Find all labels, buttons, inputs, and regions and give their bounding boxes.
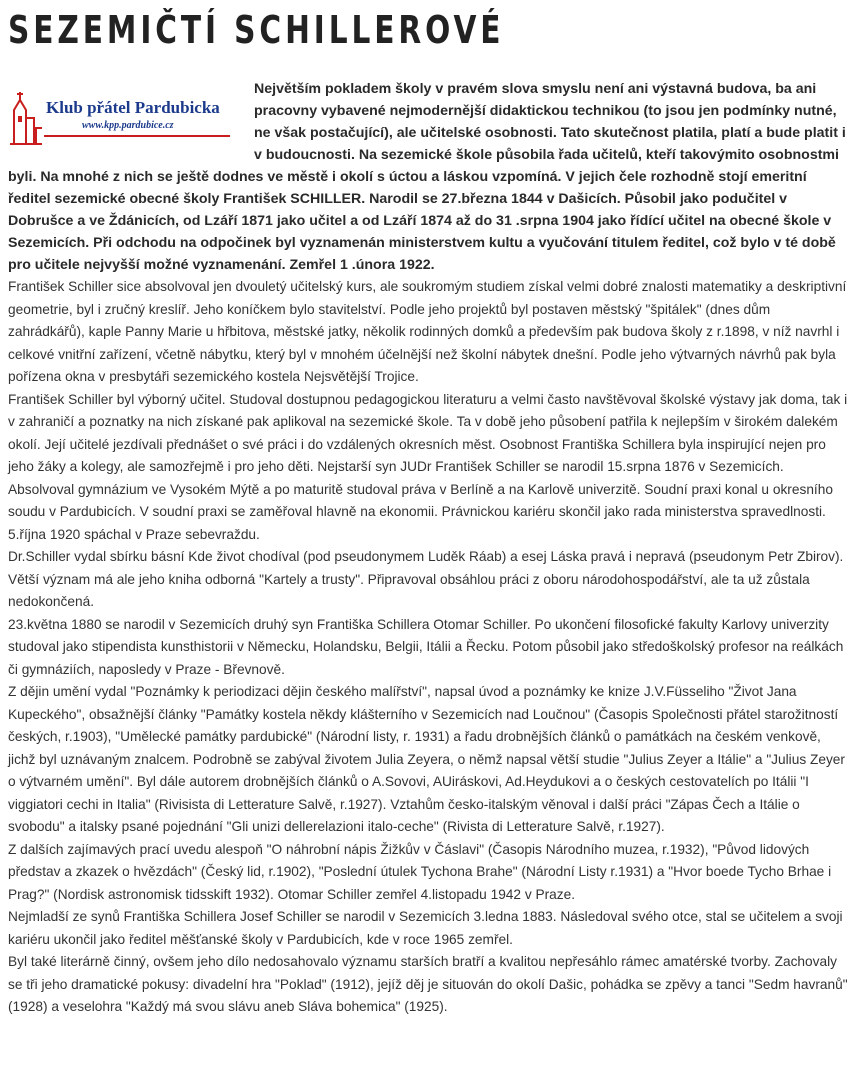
paragraph: František Schiller byl výborný učitel. Studoval dostupnou pedagogickou literaturu a velmi často navštěvoval školské výstavy jak doma, tak i v zahraničí a poznatky na nich získané pak aplikoval na sezemické škole. Ta v době jeho působení patřila k nejlepším v širokém dalekém okolí. Její učitelé jezdívali přednášet o své práci i do vzdálených okresních měst. Osobnost Františka Schillera byla inspirující nejen pro jeho žáky a kolegy, ale samozřejmě i pro jeho děti. Nejstarší syn JUDr František Schiller se narodil 15.srpna 1876 v Sezemicích. Absolvoval gymnázium ve Vysokém Mýtě a po maturitě studoval práva v Berlíně a na Karlově univerzitě. Soudní praxi konal u okresního soudu v Pardubicích. V soudní praxi se zaměřoval hlavně na ekonomii. Právnickou kariéru skončil jako rada ministerstva spravedlnosti. 5.října 1920 spáchal v Praze sebevraždu. xyxy=(8,391,848,542)
paragraph: Z dalších zajímavých prací uvedu alespoň "O náhrobní nápis Žižkův v Čáslavi" (Časopis Národního muzea, r.1932), "Původ lidových představ a zkazek o hvězdách" (Český lid, r.1902), "Poslední útulek Tychona Brahe" (Národní Listy r.1931) a "Hvor boede Tycho Brhae i Prag?" (Nordisk astronomisk tidsskift 1932). Otomar Schiller zemřel 4.listopadu 1942 v Praze. xyxy=(8,841,832,902)
logo-url: www.kpp.pardubice.cz xyxy=(82,120,174,131)
paragraph: František Schiller sice absolvoval jen dvouletý učitelský kurs, ale soukromým studiem získal velmi dobré znalosti matematiky a deskriptivní geometrie, byl i zručný kreslíř. Jeho koníčkem bylo stavitelství. Podle jeho projektů byl postaven městský "špitálek" (dnes dům zahrádkářů), kaple Panny Marie u hřbitova, městské jatky, několik rodinných domků a především pak budova školy z r.1898, v níž navrhl i celkové vnitřní zařízení, včetně nábytku, který byl v mnohém účelnější než školní nábytek dnešní. Podle jeho výtvarných návrhů pak byla pořízena okna v presbytáři sezemického kostela Nejsvětější Trojice. xyxy=(8,279,847,384)
page-title: SEZEMIČTÍ SCHILLEROVÉ xyxy=(8,8,505,52)
paragraph: Z dějin umění vydal "Poznámky k periodizaci dějin českého malířství", napsal úvod a poznámky ke knize J.V.Füsseliho "Život Jana Kupeckého", obsažnější články "Památky kostela někdy klášterního v Sezemicích nad Loučnou" (Časopis Společnosti přátel starožitností českých, r.1903), "Umělecké památky pardubické" (Národní listy, r. 1931) a řadu drobnějších článků o památkách na českém venkově, jichž byl uznávaným znalcem. Podrobně se zabýval životem Julia Zeyera, o němž napsal větší studie "Julius Zeyer a Itálie" a "Julius Zeyer o výtvarném umění". Byl dále autorem drobnějších článků o A.Sovovi, AUiráskovi, Ad.Heydukovi a o českých cestovatelích po Itálii "I viggiatori cechi in Italia" (Rivisista di Letterature Salvě, r.1927). Vztahům česko-italským věnoval i další práci "Zápas Čech a Itálie o svobodu" a italsky psané pojednání "Gli unizi dellerelazioni italo-ceche" (Rivista di Letterature Salvě, r.1927). xyxy=(8,684,845,834)
paragraph: Dr.Schiller vydal sbírku básní Kde život chodíval (pod pseudonymem Luděk Ráab) a esej Láska pravá i nepravá (pseudonym Petr Zbirov). Větší význam má ale jeho kniha odborná "Kartely a trusty". Připravoval obsáhlou práci z oboru národohospodářství, ale ta už zůstala nedokončená. xyxy=(8,549,844,609)
lead-paragraph: Největším pokladem školy v pravém slova smyslu není ani výstavná budova, ba ani pracovny vybavené nejmodernější didaktickou technikou (to jsou jen podmínky nutné, ne však postačující), ale učitelské osobnosti. Tato skutečnost platila, platí a bude platit i v budoucnosti. Na sezemické škole působila řada učitelů, kteří takovýmito osobnostmi byli. Na mnohé z nich se ještě dodnes ve městě i okolí s úctou a láskou vzpomíná. V jejich čele rozhodně stojí emeritní ředitel sezemické obecné školy František SCHILLER. Narodil se 27.března 1844 v Dašicích. Působil jako podučitel v Dobrušce a ve Ždánicích, od Lzáří 1871 jako učitel a od Lzáří 1874 až do 31 .srpna 1904 jako řídící učitel na obecné škole v Sezemicích. Při odchodu na odpočinek byl vyznamenán ministerstvem kultu a vyučování titulem ředitel, což bylo v té době pro učitele nejvyšší možné vyznamenání. Zemřel 1 .února 1922. xyxy=(8,81,846,273)
logo-name: Klub přátel Pardubicka xyxy=(46,98,220,117)
club-logo xyxy=(8,88,240,152)
logo-underline xyxy=(44,135,230,137)
paragraph: Byl také literárně činný, ovšem jeho dílo nedosahovalo významu starších bratří a kvalitou nepřesáhlo rámec amatérské tvorby. Zachovaly se tři jeho dramatické pokusy: divadelní hra "Poklad" (1912), jejíž děj je situován do okolí Dašic, pohádka se zpěvy a tanci "Sedm havranů" (1928) a veselohra "Každý má svou slávu aneb Sláva bohemica" (1925). xyxy=(8,954,848,1014)
paragraph: 23.května 1880 se narodil v Sezemicích druhý syn Františka Schillera Otomar Schiller. Po ukončení filosofické fakulty Karlovy univerzity studoval jako stipendista kunsthistorii v Německu, Holandsku, Belgii, Itálii a Řecku. Potom působil jako středoškolský profesor na reálkách či gymnáziích, naposledy v Praze - Břevnově. xyxy=(8,616,844,677)
paragraph: Nejmladší ze synů Františka Schillera Josef Schiller se narodil v Sezemicích 3.ledna 1883. Následoval svého otce, stal se učitelem a svoji kariéru ukončil jako ředitel měšťanské školy v Pardubicích, kde v roce 1965 zemřel. xyxy=(8,909,843,947)
